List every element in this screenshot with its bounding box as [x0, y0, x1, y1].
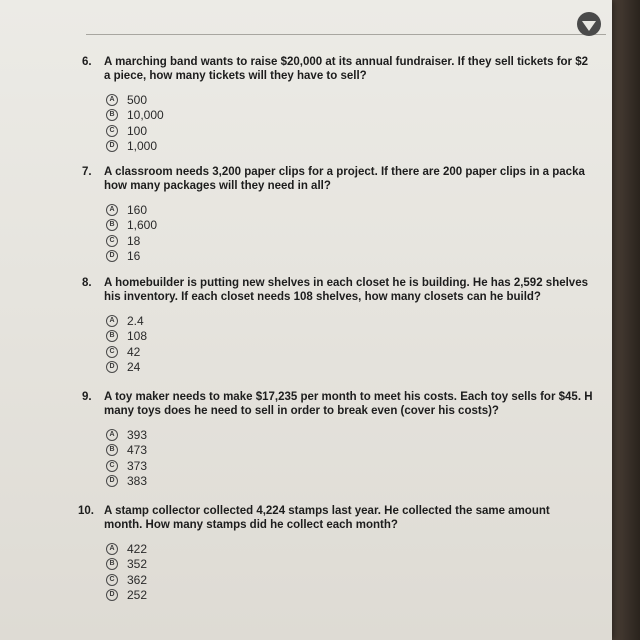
option-c[interactable] [106, 233, 612, 249]
option-d[interactable] [106, 249, 612, 265]
option-value: 473 [127, 443, 148, 458]
question-9 [82, 390, 612, 489]
option-d[interactable] [106, 588, 608, 604]
bubble-icon[interactable]: B [106, 444, 118, 456]
option-b[interactable] [106, 443, 612, 459]
option-value: 1,000 [127, 139, 158, 154]
option-value: 1,600 [127, 218, 158, 233]
question-line: a piece, how many tickets will they have to sell? [104, 70, 367, 82]
option-value: 422 [127, 541, 148, 556]
question-number: 7. [82, 166, 92, 178]
option-a[interactable] [106, 313, 612, 329]
question-text [104, 55, 588, 83]
bubble-icon[interactable]: B [106, 330, 118, 342]
question-line: A classroom needs 3,200 paper clips for a project. If there are 200 paper clips in a packa [104, 166, 585, 178]
question-line: his inventory. If each closet needs 108 shelves, how many closets can he build? [104, 291, 541, 303]
question-8 [82, 276, 612, 375]
option-b[interactable] [106, 108, 612, 124]
option-value: 373 [127, 458, 148, 473]
question-line: A toy maker needs to make $17,235 per month to meet his costs. Each toy sells for $45. H [104, 391, 593, 403]
option-c[interactable] [106, 458, 612, 474]
bubble-icon[interactable]: B [106, 219, 118, 231]
question-6 [82, 55, 612, 154]
question-text [104, 165, 585, 193]
option-value: 352 [127, 557, 148, 572]
option-value: 42 [127, 344, 141, 359]
question-line: A marching band wants to raise $20,000 at its annual fundraiser. If they sell tickets for $2 [104, 56, 589, 68]
answer-options [106, 202, 612, 264]
question-number: 8. [82, 277, 92, 289]
answer-options [106, 92, 612, 154]
bubble-icon[interactable]: A [106, 204, 118, 216]
bubble-icon[interactable]: C [106, 574, 118, 586]
option-value: 160 [127, 202, 148, 217]
answer-options [106, 541, 608, 603]
option-value: 500 [127, 92, 148, 107]
option-a[interactable] [106, 427, 612, 443]
bubble-icon[interactable]: C [106, 125, 118, 137]
option-a[interactable] [106, 541, 608, 557]
option-value: 393 [127, 427, 148, 442]
option-c[interactable] [106, 572, 608, 588]
option-d[interactable] [106, 474, 612, 490]
down-arrow-icon [577, 12, 601, 36]
option-value: 100 [127, 123, 148, 138]
option-a[interactable] [106, 92, 612, 108]
option-value: 2.4 [127, 313, 144, 328]
option-value: 362 [127, 572, 148, 587]
option-value: 24 [127, 360, 141, 375]
option-c[interactable] [106, 344, 612, 360]
answer-options [106, 313, 612, 375]
option-a[interactable] [106, 202, 612, 218]
bubble-icon[interactable]: B [106, 109, 118, 121]
question-line: A stamp collector collected 4,224 stamps last year. He collected the same amount [104, 505, 550, 517]
question-line: how many packages will they need in all? [104, 180, 331, 192]
bubble-icon[interactable]: A [106, 429, 118, 441]
option-value: 16 [127, 249, 141, 264]
question-number: 9. [82, 391, 92, 403]
question-10 [78, 504, 608, 603]
bubble-icon[interactable]: C [106, 235, 118, 247]
bubble-icon[interactable]: A [106, 315, 118, 327]
bubble-icon[interactable]: D [106, 589, 118, 601]
option-value: 108 [127, 329, 148, 344]
question-text [104, 276, 588, 304]
question-line: month. How many stamps did he collect each month? [104, 519, 398, 531]
question-text [104, 504, 550, 532]
bubble-icon[interactable]: A [106, 543, 118, 555]
question-number: 10. [78, 505, 94, 517]
option-c[interactable] [106, 123, 612, 139]
option-value: 10,000 [127, 108, 164, 123]
option-value: 252 [127, 588, 148, 603]
option-d[interactable] [106, 360, 612, 376]
bubble-icon[interactable]: D [106, 250, 118, 262]
bubble-icon[interactable]: D [106, 475, 118, 487]
answer-options [106, 427, 612, 489]
option-value: 383 [127, 474, 148, 489]
option-value: 18 [127, 233, 141, 248]
bubble-icon[interactable]: A [106, 94, 118, 106]
bubble-icon[interactable]: B [106, 558, 118, 570]
option-b[interactable] [106, 557, 608, 573]
header-rule [86, 34, 606, 35]
question-text [104, 390, 593, 418]
question-line: many toys does he need to sell in order to break even (cover his costs)? [104, 405, 499, 417]
bubble-icon[interactable]: D [106, 361, 118, 373]
bubble-icon[interactable]: C [106, 346, 118, 358]
question-number: 6. [82, 56, 92, 68]
bubble-icon[interactable]: D [106, 140, 118, 152]
bubble-icon[interactable]: C [106, 460, 118, 472]
question-7 [82, 165, 612, 264]
question-line: A homebuilder is putting new shelves in each closet he is building. He has 2,592 shelves [104, 277, 588, 289]
option-b[interactable] [106, 329, 612, 345]
option-b[interactable] [106, 218, 612, 234]
option-d[interactable] [106, 139, 612, 155]
